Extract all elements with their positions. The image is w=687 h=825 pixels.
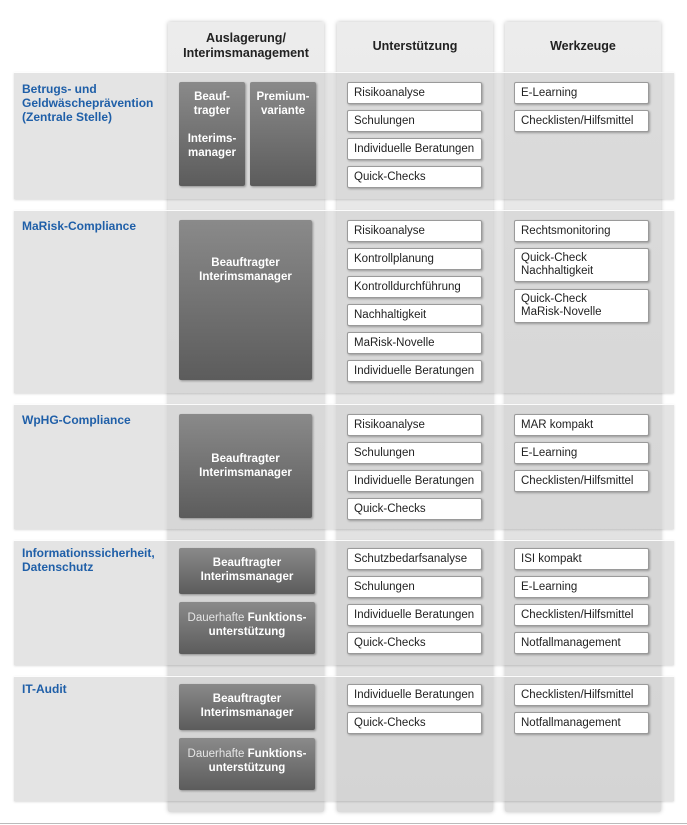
role-text-line2: unterstützung [208,626,286,638]
role-text-bold: Funktions- [247,612,307,624]
support-item: Individuelle Beratungen [347,138,482,160]
role-text-line2: unterstützung [208,762,286,774]
tool-item: Checklisten/Hilfsmittel [514,604,649,626]
support-item: Risikoanalyse [347,414,482,436]
role-text-bold: Funktions- [247,748,307,760]
row-label-itaudit: IT-Audit [22,682,67,696]
role-box-officer-interim: Beauftragter Interimsmanager [179,684,315,730]
support-item: Individuelle Beratungen [347,360,482,382]
tool-item: E-Learning [514,442,649,464]
support-item: Individuelle Beratungen [347,684,482,706]
tool-item: Notfallmanagement [514,712,649,734]
role-text-light: Dauerhafte [187,748,245,760]
support-item: Kontrolldurchführung [347,276,482,298]
role-box-officer-interim: Beauftragter Interimsmanager [179,548,315,594]
support-item: MaRisk-Novelle [347,332,482,354]
role-box-officer-interim: Beauf- tragter Interims- manager [179,82,245,186]
tool-item: Quick-Check MaRisk-Novelle [514,289,649,323]
support-item: Schulungen [347,442,482,464]
tool-item: E-Learning [514,82,649,104]
role-box-permanent-support [179,602,315,654]
support-item: Individuelle Beratungen [347,470,482,492]
support-item: Nachhaltigkeit [347,304,482,326]
header-support: Unterstützung [372,38,458,53]
tool-item: E-Learning [514,576,649,598]
support-item: Individuelle Beratungen [347,604,482,626]
role-text-light: Dauerhafte [187,612,245,624]
role-box-officer-interim: Beauftragter Interimsmanager [179,220,312,380]
tool-item: Quick-Check Nachhaltigkeit [514,248,649,282]
support-item: Quick-Checks [347,166,482,188]
support-item: Schutzbedarfsanalyse [347,548,482,570]
tool-item: Checklisten/Hilfsmittel [514,110,649,132]
support-item: Risikoanalyse [347,82,482,104]
tool-item: Checklisten/Hilfsmittel [514,470,649,492]
tool-item: Notfallmanagement [514,632,649,654]
support-item: Risikoanalyse [347,220,482,242]
tool-item: MAR kompakt [514,414,649,436]
support-item: Schulungen [347,576,482,598]
support-item: Quick-Checks [347,632,482,654]
header-tools: Werkzeuge [550,38,616,53]
support-item: Quick-Checks [347,498,482,520]
support-item: Quick-Checks [347,712,482,734]
tool-item: ISI kompakt [514,548,649,570]
support-item: Schulungen [347,110,482,132]
role-box-permanent-support [179,738,315,790]
row-label-wphg: WpHG-Compliance [22,413,131,427]
tool-item: Checklisten/Hilfsmittel [514,684,649,706]
support-item: Kontrollplanung [347,248,482,270]
tool-item: Rechtsmonitoring [514,220,649,242]
header-outsourcing: Auslagerung/ Interimsmanagement [183,31,309,60]
row-label-marisk: MaRisk-Compliance [22,219,137,233]
row-label-infosec: Informationssicherheit, Datenschutz [22,546,155,574]
role-box-premium: Premium- variante [250,82,316,186]
role-box-officer-interim: Beauftragter Interimsmanager [179,414,312,518]
row-label-fraud: Betrugs- und Geldwäscheprävention (Zentrale Stelle) [22,82,154,124]
bottom-divider [0,823,687,824]
